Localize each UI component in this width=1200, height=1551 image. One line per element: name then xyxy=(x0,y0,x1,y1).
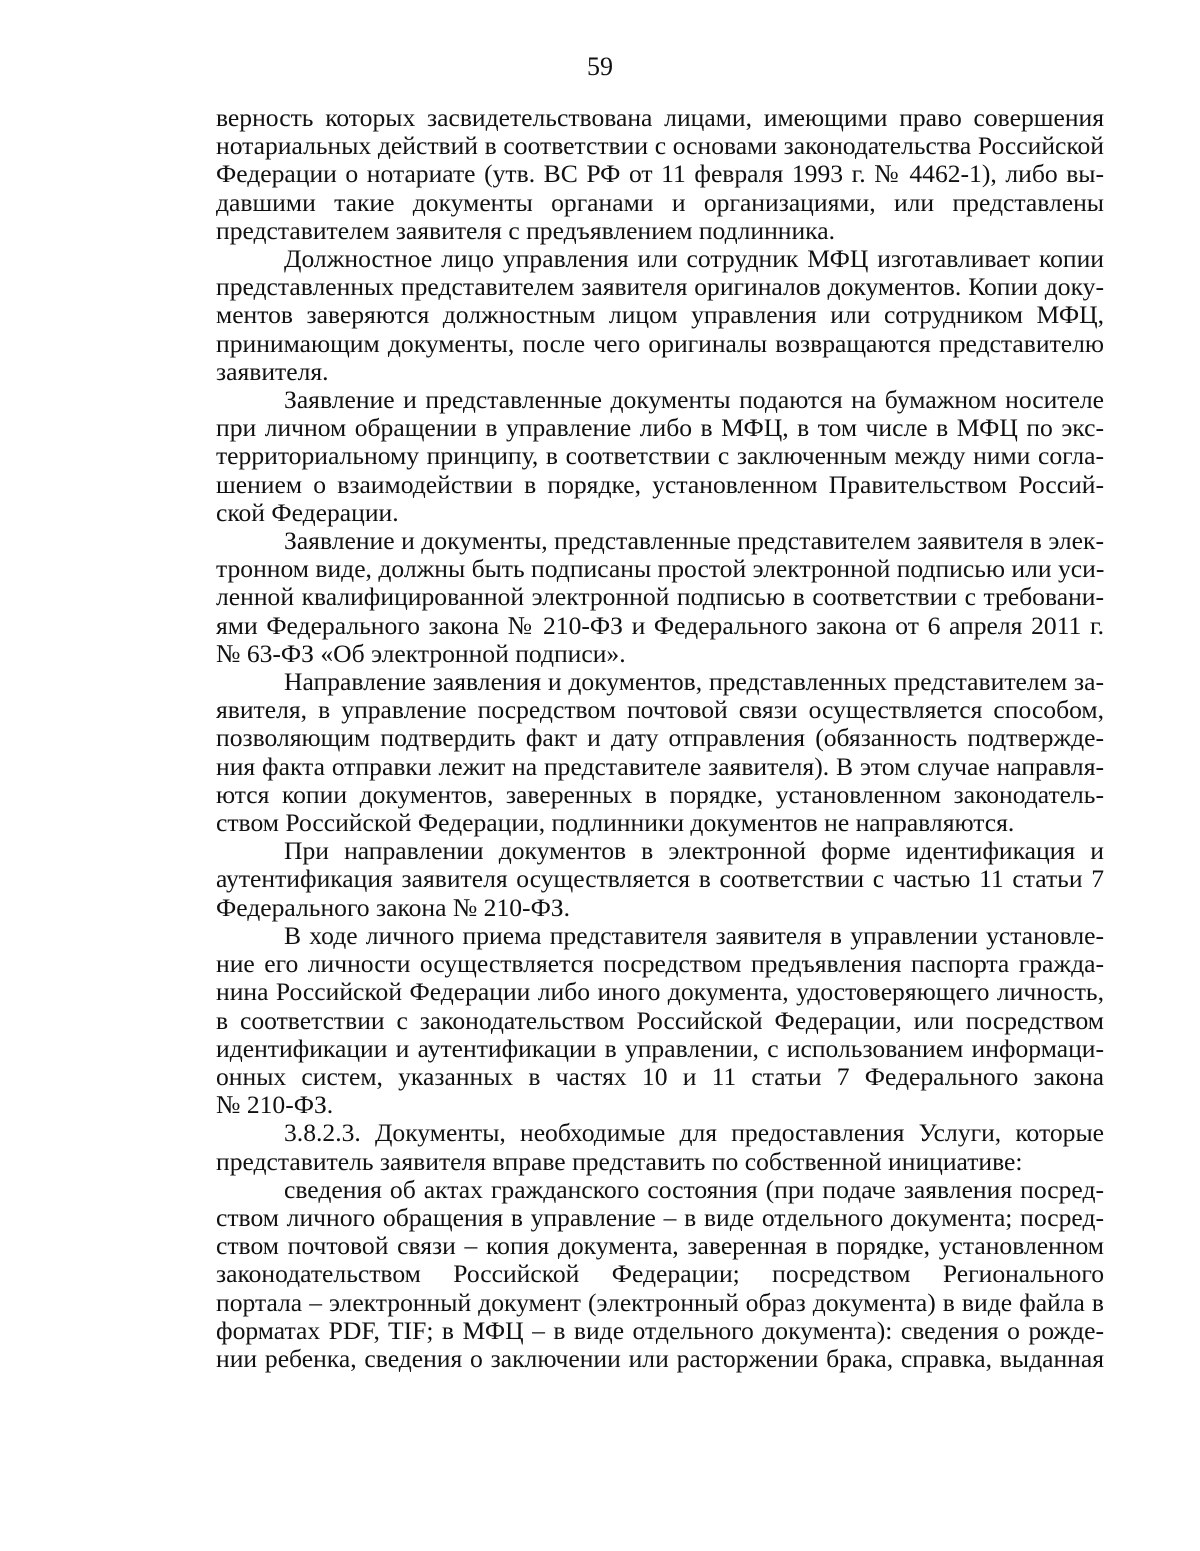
line-text: ством личного обращения в управление – в виде отдельного документа; посред- xyxy=(216,1202,1104,1232)
text-line xyxy=(216,640,1104,668)
text-line xyxy=(216,442,1104,470)
line-text: Федерального закона № 210-ФЗ. xyxy=(216,892,571,922)
paragraph xyxy=(216,837,1104,922)
line-text: ством Российской Федерации, подлинники документов не направляются. xyxy=(216,808,1015,838)
text-line xyxy=(216,978,1104,1006)
text-line xyxy=(216,104,1104,132)
line-text: шением о взаимодействии в порядке, установленном Правительством Россий- xyxy=(216,469,1104,499)
paragraph xyxy=(216,1119,1104,1175)
paragraph xyxy=(216,245,1104,386)
paragraph xyxy=(216,922,1104,1119)
text-line xyxy=(216,696,1104,724)
line-text: ством почтовой связи – копия документа, заверенная в порядке, установленном xyxy=(216,1231,1104,1261)
line-text: онных систем, указанных в частях 10 и 11 статьи 7 Федерального закона xyxy=(216,1061,1104,1091)
text-line xyxy=(216,273,1104,301)
text-line xyxy=(216,1317,1104,1345)
text-line xyxy=(216,245,1104,273)
line-text: ние его личности осуществляется посредством предъявления паспорта гражда- xyxy=(216,949,1104,979)
line-text: давшими такие документы органами и организациями, или представлены xyxy=(216,187,1104,217)
line-text: при личном обращении в управление либо в МФЦ, в том числе в МФЦ по экс- xyxy=(216,413,1104,443)
text-line xyxy=(216,160,1104,188)
text-line xyxy=(216,471,1104,499)
text-line xyxy=(216,499,1104,527)
line-text: портала – электронный документ (электронный образ документа) в виде файла в xyxy=(216,1287,1104,1317)
text-line xyxy=(216,809,1104,837)
line-text: заявителя. xyxy=(216,356,329,386)
line-text: В ходе личного приема представителя заявителя в управлении установле- xyxy=(284,920,1104,950)
text-line xyxy=(216,386,1104,414)
text-line xyxy=(216,1091,1104,1119)
text-line xyxy=(216,358,1104,386)
text-line xyxy=(216,189,1104,217)
line-text: сведения об актах гражданского состояния (при подаче заявления посред- xyxy=(284,1174,1104,1204)
text-line xyxy=(216,753,1104,781)
text-line xyxy=(216,1035,1104,1063)
text-line xyxy=(216,612,1104,640)
line-text: ями Федерального закона № 210-ФЗ и Федерального закона от 6 апреля 2011 г. xyxy=(216,610,1104,640)
paragraph xyxy=(216,386,1104,527)
text-line xyxy=(216,330,1104,358)
text-line xyxy=(216,837,1104,865)
line-text: нотариальных действий в соответствии с основами законодательства Российской xyxy=(216,131,1104,161)
text-line xyxy=(216,555,1104,583)
line-text: ленной квалифицированной электронной подписью в соответствии с требовани- xyxy=(216,582,1104,612)
text-line xyxy=(216,301,1104,329)
text-line xyxy=(216,1007,1104,1035)
text-line xyxy=(216,132,1104,160)
line-text: нии ребенка, сведения о заключении или расторжении брака, справка, выданная xyxy=(216,1343,1104,1373)
text-line xyxy=(216,781,1104,809)
line-text: ментов заверяются должностным лицом управления или сотрудником МФЦ, xyxy=(216,300,1104,330)
line-text: ния факта отправки лежит на представителе заявителя). В этом случае направля- xyxy=(216,751,1104,781)
text-line xyxy=(216,1232,1104,1260)
line-text: представленных представителем заявителя оригиналов документов. Копии доку- xyxy=(216,272,1104,302)
line-text: тронном виде, должны быть подписаны простой электронной подписью или уси- xyxy=(216,554,1105,584)
text-line xyxy=(216,865,1104,893)
line-text: нина Российской Федерации либо иного документа, удостоверяющего личность, xyxy=(216,977,1104,1007)
text-line xyxy=(216,1063,1104,1091)
line-text: верность которых засвидетельствована лицами, имеющими право совершения xyxy=(216,103,1104,132)
text-line xyxy=(216,1345,1104,1373)
text-line xyxy=(216,583,1104,611)
line-text: № 210-ФЗ. xyxy=(216,1090,334,1120)
page-number: 59 xyxy=(587,52,613,81)
text-line xyxy=(216,1176,1104,1204)
paragraph xyxy=(216,668,1104,837)
line-text: идентификации и аутентификации в управлении, с использованием информаци- xyxy=(216,1033,1104,1063)
line-text: Направление заявления и документов, представленных представителем за- xyxy=(284,667,1104,697)
text-line xyxy=(216,1148,1104,1176)
line-text: № 63-ФЗ «Об электронной подписи». xyxy=(216,638,626,668)
line-text: Заявление и документы, представленные представителем заявителя в элек- xyxy=(284,526,1104,556)
line-text: Должностное лицо управления или сотрудник МФЦ изготавливает копии xyxy=(284,244,1104,274)
text-line xyxy=(216,1204,1104,1232)
line-text: территориальному принципу, в соответствии с заключенным между ними согла- xyxy=(216,441,1104,471)
text-line xyxy=(216,950,1104,978)
line-text: представитель заявителя вправе представить по собственной инициативе: xyxy=(216,1146,1023,1176)
text-line xyxy=(216,668,1104,696)
line-text: ской Федерации. xyxy=(216,497,399,527)
line-text: позволяющим подтвердить факт и дату отправления (обязанность подтвержде- xyxy=(216,723,1104,753)
line-text: Заявление и представленные документы подаются на бумажном носителе xyxy=(284,385,1104,415)
paragraph xyxy=(216,527,1104,668)
text-line xyxy=(216,1289,1104,1317)
line-text: 3.8.2.3. Документы, необходимые для предоставления Услуги, которые xyxy=(284,1118,1104,1148)
text-line xyxy=(216,414,1104,442)
line-text: Федерации о нотариате (утв. ВС РФ от 11 февраля 1993 г. № 4462-1), либо вы- xyxy=(216,159,1104,189)
text-line xyxy=(216,1119,1104,1147)
line-text: явителя, в управление посредством почтовой связи осуществляется способом, xyxy=(216,695,1104,725)
paragraph xyxy=(216,104,1104,245)
line-text: представителем заявителя с предъявлением подлинника. xyxy=(216,215,835,245)
line-text: законодательством Российской Федерации; посредством Регионального xyxy=(216,1259,1104,1289)
line-text: форматах PDF, TIF; в МФЦ – в виде отдельного документа): сведения о рожде- xyxy=(216,1315,1104,1345)
text-line xyxy=(216,894,1104,922)
text-line xyxy=(216,1260,1104,1288)
text-line xyxy=(216,527,1104,555)
line-text: При направлении документов в электронной форме идентификация и xyxy=(284,836,1104,866)
line-text: аутентификация заявителя осуществляется в соответствии с частью 11 статьи 7 xyxy=(216,864,1104,894)
text-line xyxy=(216,922,1104,950)
line-text: в соответствии с законодательством Российской Федерации, или посредством xyxy=(216,1005,1104,1035)
line-text: принимающим документы, после чего оригиналы возвращаются представителю xyxy=(216,328,1104,358)
line-text: ются копии документов, заверенных в порядке, установленном законодатель- xyxy=(216,779,1104,809)
document-body xyxy=(216,104,1104,1373)
text-line xyxy=(216,217,1104,245)
text-line xyxy=(216,724,1104,752)
paragraph xyxy=(216,1176,1104,1373)
